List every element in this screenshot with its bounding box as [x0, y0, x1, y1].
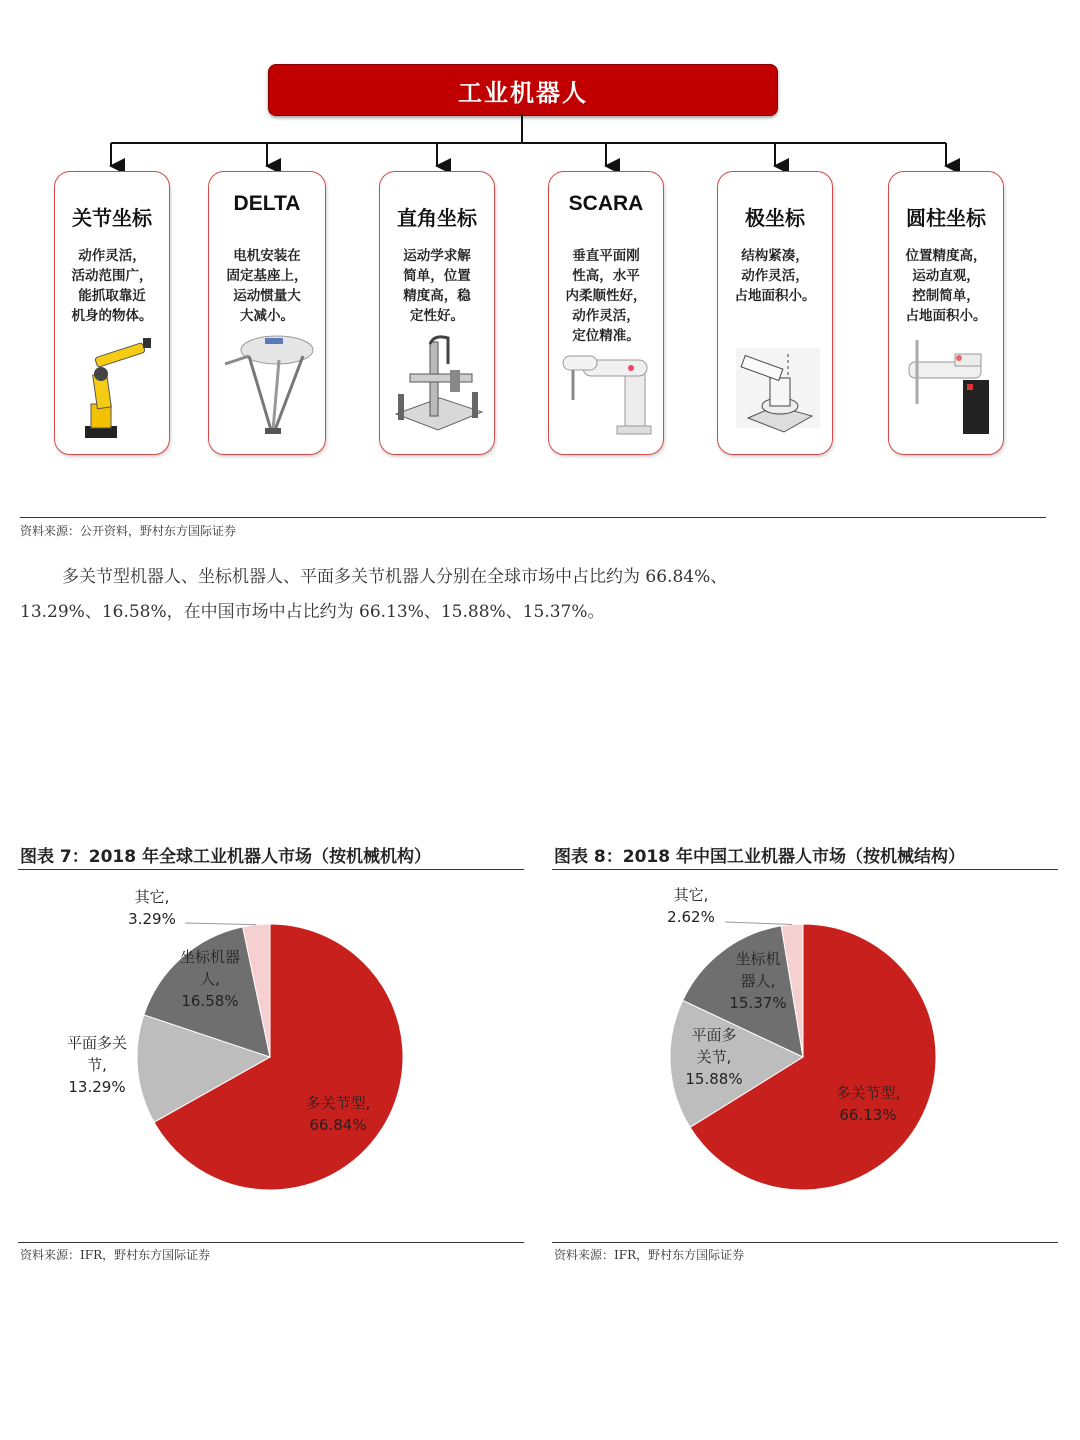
pie-data-label-1: 平面多关节, 13.29%	[66, 1034, 128, 1096]
card-delta	[208, 171, 326, 455]
card-cartesian	[379, 171, 495, 455]
card-title: 极坐标	[745, 206, 805, 230]
pie-chart-global	[0, 870, 540, 1240]
delta-robot-image	[219, 334, 317, 442]
card-title: 直角坐标	[397, 206, 477, 230]
card-title: 关节坐标	[72, 206, 152, 230]
pie-data-label-3: 其它, 3.29%	[128, 888, 176, 928]
card-polar	[717, 171, 833, 455]
diagram-root-box: 工业机器人	[268, 64, 778, 116]
source-note: 资料来源：公开资料，野村东方国际证券	[20, 524, 237, 538]
card-title: SCARA	[568, 192, 644, 215]
figure-7-title: 图表 7：2018 年全球工业机器人市场（按机械机构）	[20, 847, 431, 867]
figure-7-source: 资料来源：IFR，野村东方国际证券	[20, 1248, 211, 1262]
card-description: 位置精度高， 运动直观， 控制简单， 占地面积小。	[905, 248, 987, 324]
scara-robot-image	[559, 334, 655, 442]
card-description: 运动学求解 简单，位置 精度高，稳 定性好。	[403, 248, 471, 324]
pie-leader-line	[185, 923, 256, 925]
card-description: 垂直平面刚 性高，水平 内柔顺性好， 动作灵活， 定位精准。	[565, 248, 647, 344]
figure-8-title: 图表 8：2018 年中国工业机器人市场（按机械结构）	[554, 847, 965, 867]
card-articulated	[54, 171, 170, 455]
pie-data-label-2: 坐标机器人, 16.58%	[179, 948, 241, 1010]
pie-data-label-0: 多关节型, 66.13%	[835, 1084, 901, 1124]
divider	[20, 517, 1046, 518]
pie-data-label-0: 多关节型, 66.84%	[305, 1094, 371, 1134]
pie-data-label-1: 平面多关节, 15.88%	[685, 1026, 743, 1088]
pie-data-label-2: 坐标机器人, 15.37%	[729, 950, 787, 1012]
card-title: DELTA	[233, 192, 301, 215]
figure-8-source: 资料来源：IFR，野村东方国际证券	[554, 1248, 745, 1262]
cylindrical-robot-image	[899, 334, 995, 442]
pie-leader-line	[725, 922, 792, 924]
card-description: 动作灵活， 活动范围广， 能抓取靠近 机身的物体。	[71, 248, 153, 324]
body-paragraph: 多关节型机器人、坐标机器人、平面多关节机器人分别在全球市场中占比约为 66.84%、13.29%、16.58%，在中国市场中占比约为 66.13%、15.88%、15.37%。	[20, 567, 728, 622]
card-cylindrical	[888, 171, 1004, 455]
card-description: 电机安装在 固定基座上， 运动惯量大 大减小。	[226, 248, 308, 324]
card-scara	[548, 171, 664, 455]
card-title: 圆柱坐标	[906, 206, 986, 230]
cartesian-robot-image	[390, 334, 486, 442]
card-description: 结构紧凑， 动作灵活， 占地面积小。	[734, 248, 816, 304]
figure-8-bottom-rule	[552, 1242, 1058, 1243]
figure-7-bottom-rule	[18, 1242, 524, 1243]
articulated-robot-image	[65, 334, 161, 442]
diagram-connectors	[0, 0, 1080, 180]
polar-robot-image	[728, 334, 824, 442]
pie-chart-china	[540, 870, 1080, 1240]
pie-data-label-3: 其它, 2.62%	[667, 886, 715, 926]
